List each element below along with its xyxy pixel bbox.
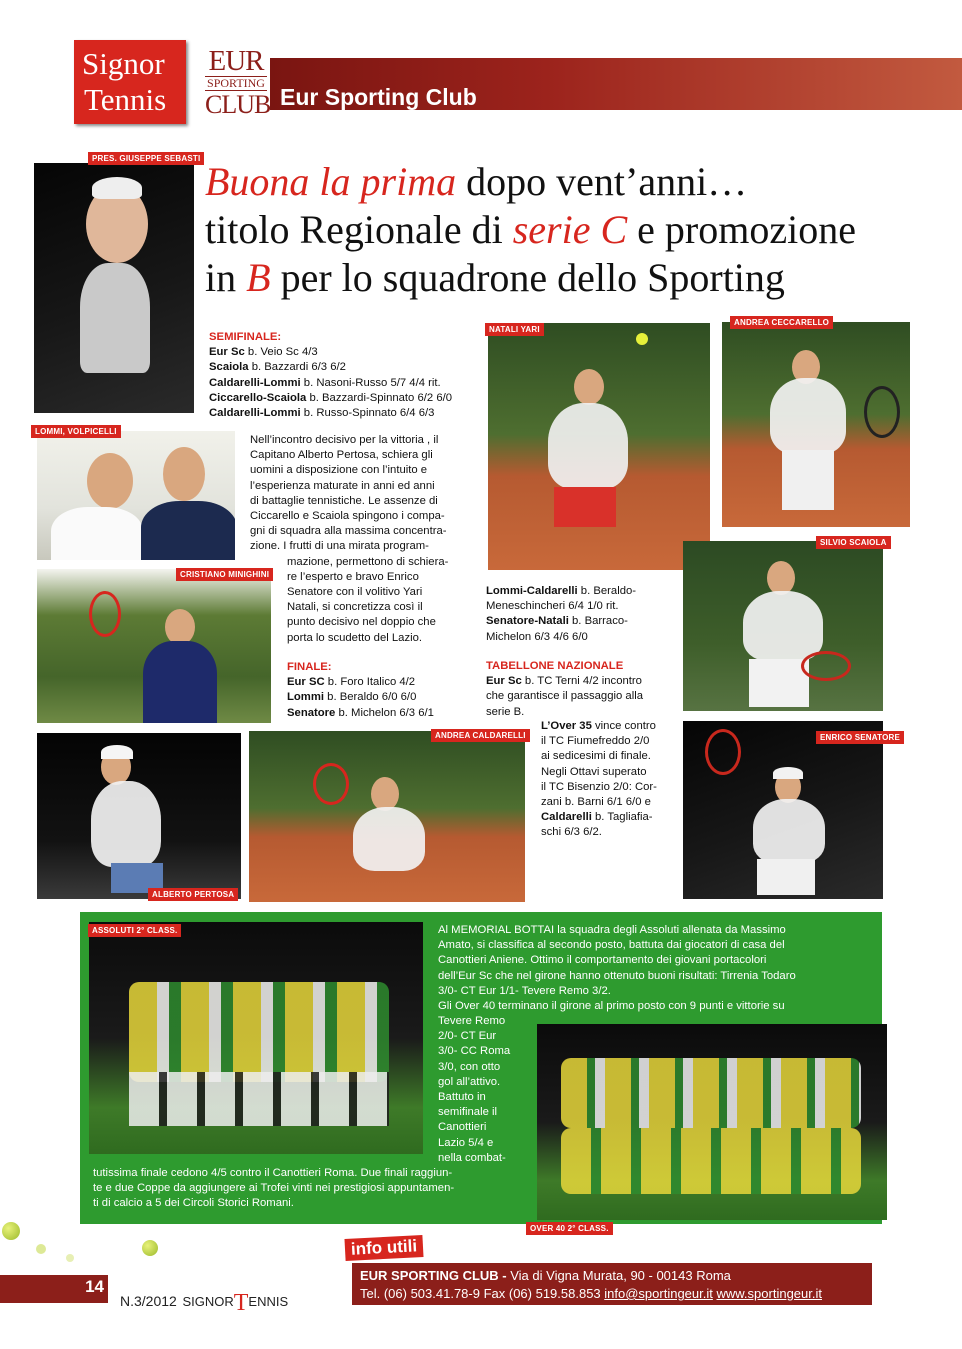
logo-line2: Tennis: [84, 82, 167, 117]
finale-line: Lommi b. Beraldo 6/0 6/0: [287, 691, 417, 704]
caption-senatore: ENRICO SENATORE: [816, 731, 904, 744]
semifinale-line: Eur Sc b. Veio Sc 4/3: [209, 346, 318, 359]
header-banner: [270, 58, 962, 110]
caption-minighini: CRISTIANO MINIGHINI: [176, 568, 273, 581]
photo-senatore: [683, 721, 883, 899]
photo-assoluti: [89, 922, 423, 1154]
headline: Buona la prima dopo vent’anni… titolo Regionale di serie C e promozione in B per lo squadrone dello Sporting: [205, 159, 856, 300]
caption-caldarelli: ANDREA CALDARELLI: [431, 729, 530, 742]
page-number: 14: [85, 1277, 104, 1296]
semifinale-line: Scaiola b. Bazzardi 6/3 6/2: [209, 361, 346, 374]
photo-caldarelli: [249, 731, 525, 902]
caption-lommi: LOMMI, VOLPICELLI: [31, 425, 121, 438]
finale-line: Senatore b. Michelon 6/3 6/1: [287, 706, 434, 719]
photo-scaiola: [683, 541, 883, 711]
memorial-wide-text: Al MEMORIAL BOTTAI la squadra degli Assoluti allenata da Massimo Amato, si classifica al secondo posto, battuta dai giocatori di casa del Canottieri Aniene. Ottimo il comportamento dei giovani portacolori dell’Eur Sc che nel girone hanno ottenuto buoni risultati: Tirrenia Todaro 3/0- CT Eur 1/1- Tevere Remo 3/2. Gli Over 40 terminano il girone al primo posto con 9 punti e vittorie su: [438, 924, 796, 1013]
semifinale-line: Caldarelli-Lommi b. Russo-Spinnato 6/4 6/3: [209, 407, 435, 420]
memorial-narrow-text: Tevere Remo 2/0- CT Eur 3/0- CC Roma 3/0, con otto gol all’attivo. Battuto in semifinale il Canottieri Lazio 5/4 e nella combat-: [438, 1015, 511, 1164]
website-link[interactable]: www.sportingeur.it: [716, 1286, 822, 1301]
club-logo: EUR SPORTING CLUB: [205, 45, 271, 119]
caption-president: PRES. GIUSEPPE SEBASTI: [88, 152, 204, 165]
photo-pertosa: [37, 733, 241, 899]
finale-line: Eur SC b. Foro Italico 4/2: [287, 676, 416, 689]
middle-results: Lommi-Caldarelli b. Beraldo- Meneschincheri 6/4 1/0 rit. Senatore-Natali b. Barraco- Michelon 6/3 4/6 6/0: [486, 585, 637, 643]
semifinale-line: Caldarelli-Lommi b. Nasoni-Russo 5/7 4/4 rit.: [209, 376, 441, 389]
tennis-ball-decoration: [0, 1218, 160, 1278]
photo-natali: [488, 323, 710, 570]
caption-assoluti: ASSOLUTI 2° CLASS.: [88, 924, 181, 937]
caption-over40: OVER 40 2° CLASS.: [526, 1222, 613, 1235]
info-bar: EUR SPORTING CLUB - Via di Vigna Murata, 90 - 00143 Roma Tel. (06) 503.41.78-9 Fax (06) 519.58.853 info@sportingeur.it www.sportingeur.it: [352, 1263, 872, 1305]
page-number-bar: [0, 1275, 108, 1303]
over35-block: L’Over 35 vince contro il TC Fiumefreddo 2/0 ai sedicesimi di finale. Negli Ottavi superato il TC Bisenzio 2/0: Cor- zani b. Barni 6/1 6/0 e Caldarelli b. Tagliafia- schi 6/3 6/2.: [541, 720, 657, 839]
semifinale-block: SEMIFINALE: Eur Sc b. Veio Sc 4/3 Scaiola b. Bazzardi 6/3 6/2 Caldarelli-Lommi b. Nasoni-Russo 5/7 4/4 rit. Ciccarello-Scaiola b. Bazzardi-Spinnato 6/2 6/0 Caldarelli-Lommi b. Russo-Spinnato 6/4 6/3: [209, 330, 489, 421]
photo-lommi-volpicelli: [37, 431, 235, 560]
caption-scaiola: SILVIO SCAIOLA: [816, 536, 891, 549]
banner-title: Eur Sporting Club: [280, 84, 477, 110]
tabellone-block: TABELLONE NAZIONALE Eur Sc b. TC Terni 4/2 incontro che garantisce il passaggio alla serie B.: [486, 660, 643, 718]
issue-label: N.3/2012 SIGNORTENNIS: [120, 1290, 289, 1316]
photo-minighini: [37, 569, 271, 723]
signor-tennis-logo: [74, 40, 186, 124]
photo-president: [34, 163, 194, 413]
logo-line1: Signor: [82, 46, 165, 81]
semifinale-line: Ciccarello-Scaiola b. Bazzardi-Spinnato 6/2 6/0: [209, 391, 453, 404]
body-paragraph: Nell’incontro decisivo per la vittoria , il Capitano Alberto Pertosa, schiera gli uomini a disposizione con l’intuito e l’esperienza maturate in anni ed anni di battaglie tennistiche. Le assenze di Ciccarello e Scaiola spingono i compa- gni di squadra alla massima concentra- zione. I frutti di una mirata program- mazione, permettono di schiera- re l’esperto e bravo Enrico Senatore con il volitivo Yari Natali, si concretizza così il punto decisivo nel doppio che porta lo scudetto del Lazio.: [250, 434, 449, 644]
finale-block: FINALE: Eur SC b. Foro Italico 4/2 Lommi b. Beraldo 6/0 6/0 Senatore b. Michelon 6/3 6/1: [287, 660, 477, 721]
info-utili-label: info utili: [344, 1235, 423, 1261]
photo-ceccarello: [722, 322, 910, 527]
email-link[interactable]: info@sportingeur.it: [604, 1286, 713, 1301]
headline-red-1: Buona la prima: [205, 159, 457, 204]
memorial-bottom-text: tutissima finale cedono 4/5 contro il Canottieri Roma. Due finali raggiun- te e due Coppe da aggiungere ai Trofei vinti nei prestigiosi appuntamen- ti di calcio a 5 dei Circoli Storici Romani.: [93, 1167, 455, 1210]
photo-over40: [537, 1024, 887, 1220]
caption-natali: NATALI YARI: [485, 323, 544, 336]
caption-pertosa: ALBERTO PERTOSA: [148, 888, 238, 901]
caption-ceccarello: ANDREA CECCARELLO: [730, 316, 833, 329]
